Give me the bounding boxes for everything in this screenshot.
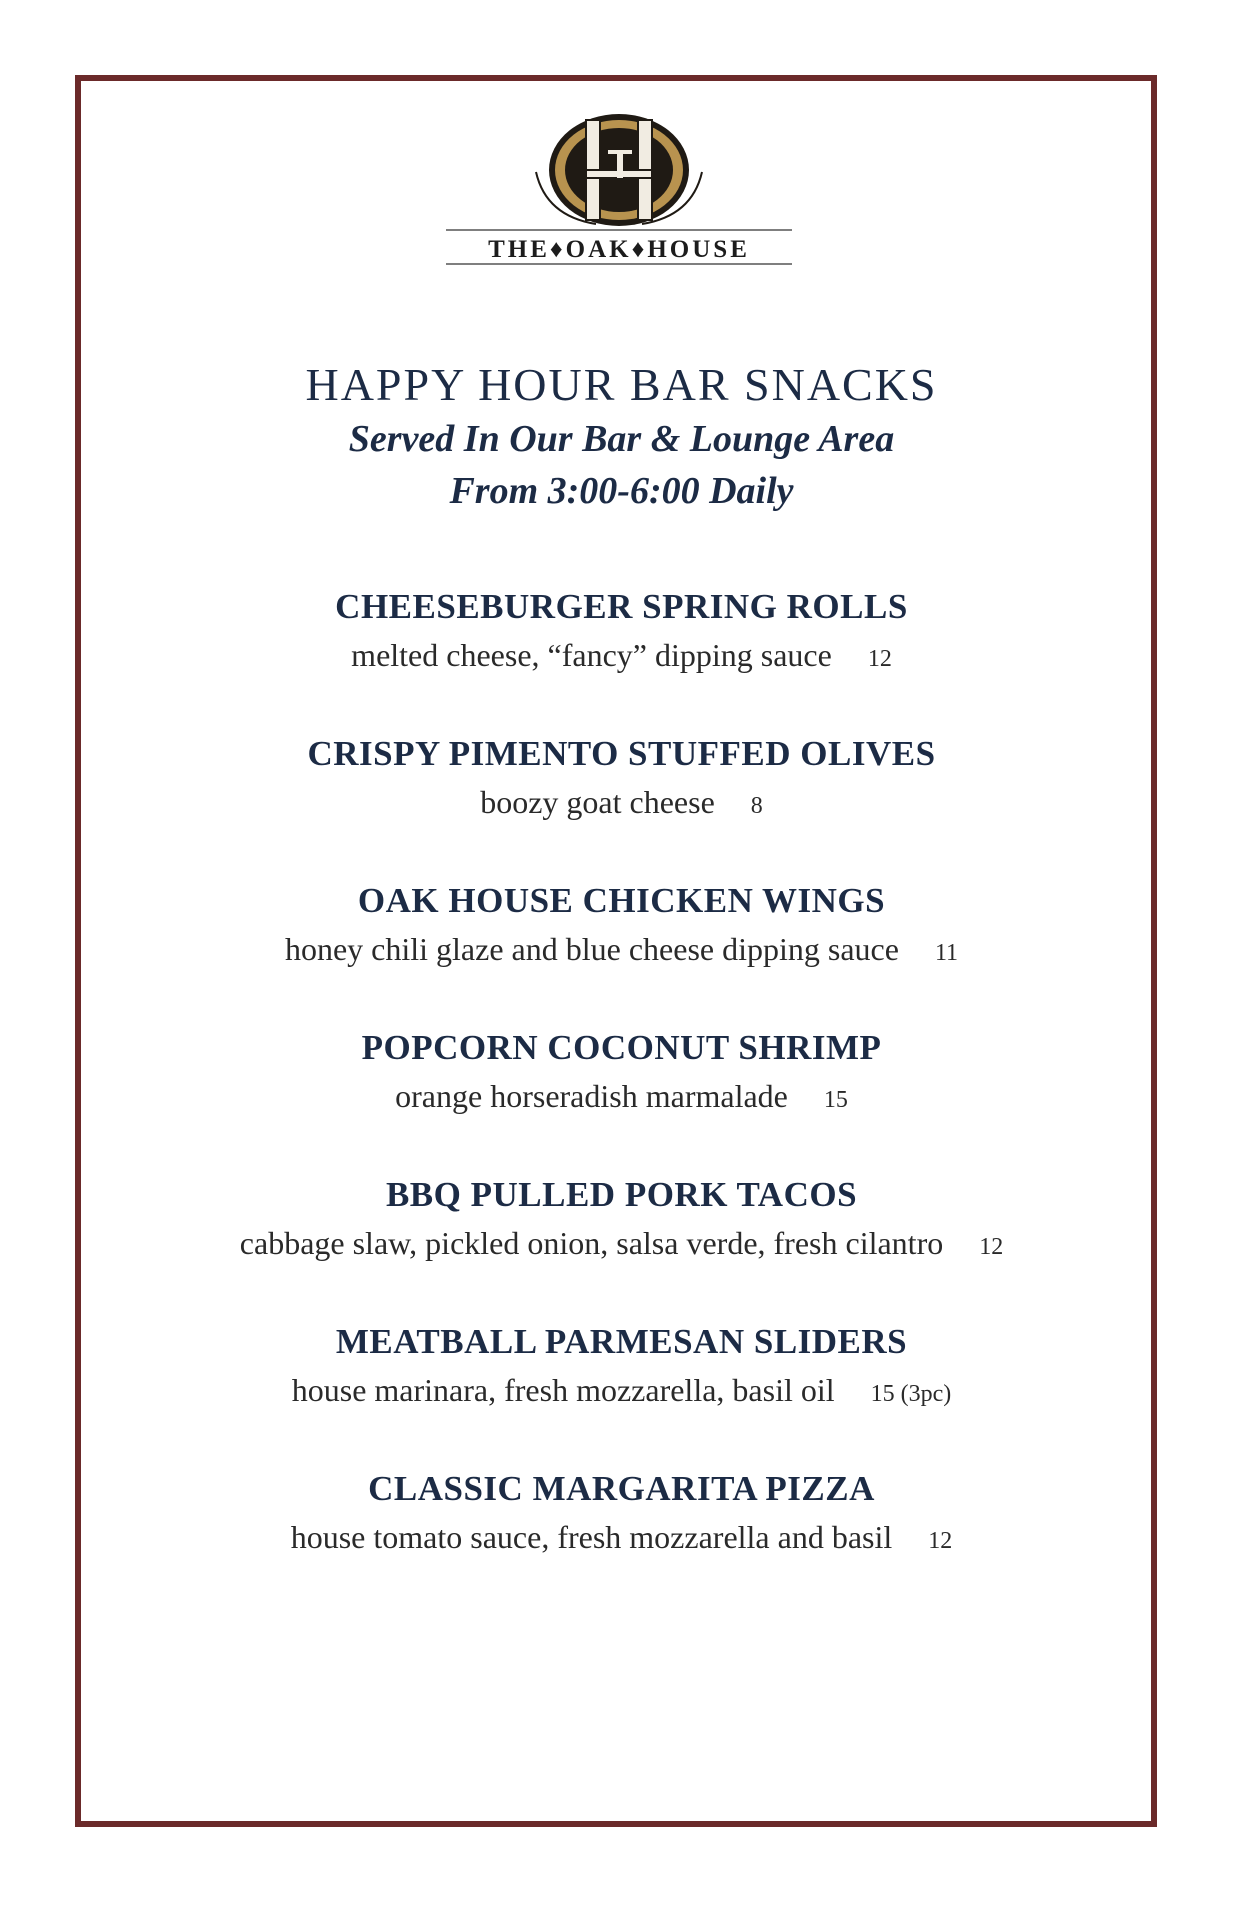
menu-item-price: 12 [928,1528,953,1554]
menu-item-price: 8 [750,793,763,819]
menu-item-description [0,927,1243,975]
menu-item-name: CLASSIC MARGARITA PIZZA [368,1469,875,1508]
menu-subtitle-hours: From 3:00-6:00 Daily [449,470,794,512]
menu-item-name: CRISPY PIMENTO STUFFED OLIVES [307,734,936,773]
menu-item-description [0,1515,1243,1563]
menu-item-name: OAK HOUSE CHICKEN WINGS [357,881,886,920]
menu-item-description [0,1368,1243,1416]
menu-item-name: POPCORN COCONUT SHRIMP [361,1028,882,1067]
menu-item-description [0,1221,1243,1269]
oak-house-logo [446,112,792,272]
menu-item-name: BBQ PULLED PORK TACOS [385,1175,858,1214]
logo-graphic [446,112,792,272]
menu-item-description [0,633,1243,681]
menu-item [0,1320,1243,1467]
menu-item [0,879,1243,1026]
menu-item [0,1173,1243,1320]
menu-item-price: 12 [867,646,892,672]
menu-item-description-text: house tomato sauce, fresh mozzarella and basil [290,1519,893,1555]
menu-item [0,1467,1243,1614]
menu-item-description-text: orange horseradish marmalade [395,1078,788,1114]
logo-wordmark: THE♦OAK♦HOUSE [488,236,750,263]
menu-item-description [0,1074,1243,1122]
menu-item-name: CHEESEBURGER SPRING ROLLS [335,587,908,626]
menu-item-price: 11 [934,940,959,966]
menu-item-price: 12 [979,1234,1004,1260]
menu-item-description-text: cabbage slaw, pickled onion, salsa verde, fresh cilantro [239,1225,944,1261]
menu-item-description-text: house marinara, fresh mozzarella, basil oil [291,1372,835,1408]
menu-title: HAPPY HOUR BAR SNACKS [305,359,938,410]
menu-item [0,585,1243,732]
menu-subtitle-location: Served In Our Bar & Lounge Area [348,418,895,460]
menu-item-name: MEATBALL PARMESAN SLIDERS [335,1322,908,1361]
menu-item-price: 15 (3pc) [870,1381,952,1407]
menu-item-description-text: melted cheese, “fancy” dipping sauce [351,637,832,673]
menu-item-price: 15 [823,1087,848,1113]
menu-item-description-text: honey chili glaze and blue cheese dipping sauce [284,931,899,967]
menu-item-description [0,780,1243,828]
menu-item [0,732,1243,879]
menu-item [0,1026,1243,1173]
menu-item-description-text: boozy goat cheese [480,784,715,820]
menu-items-list [0,585,1243,1614]
